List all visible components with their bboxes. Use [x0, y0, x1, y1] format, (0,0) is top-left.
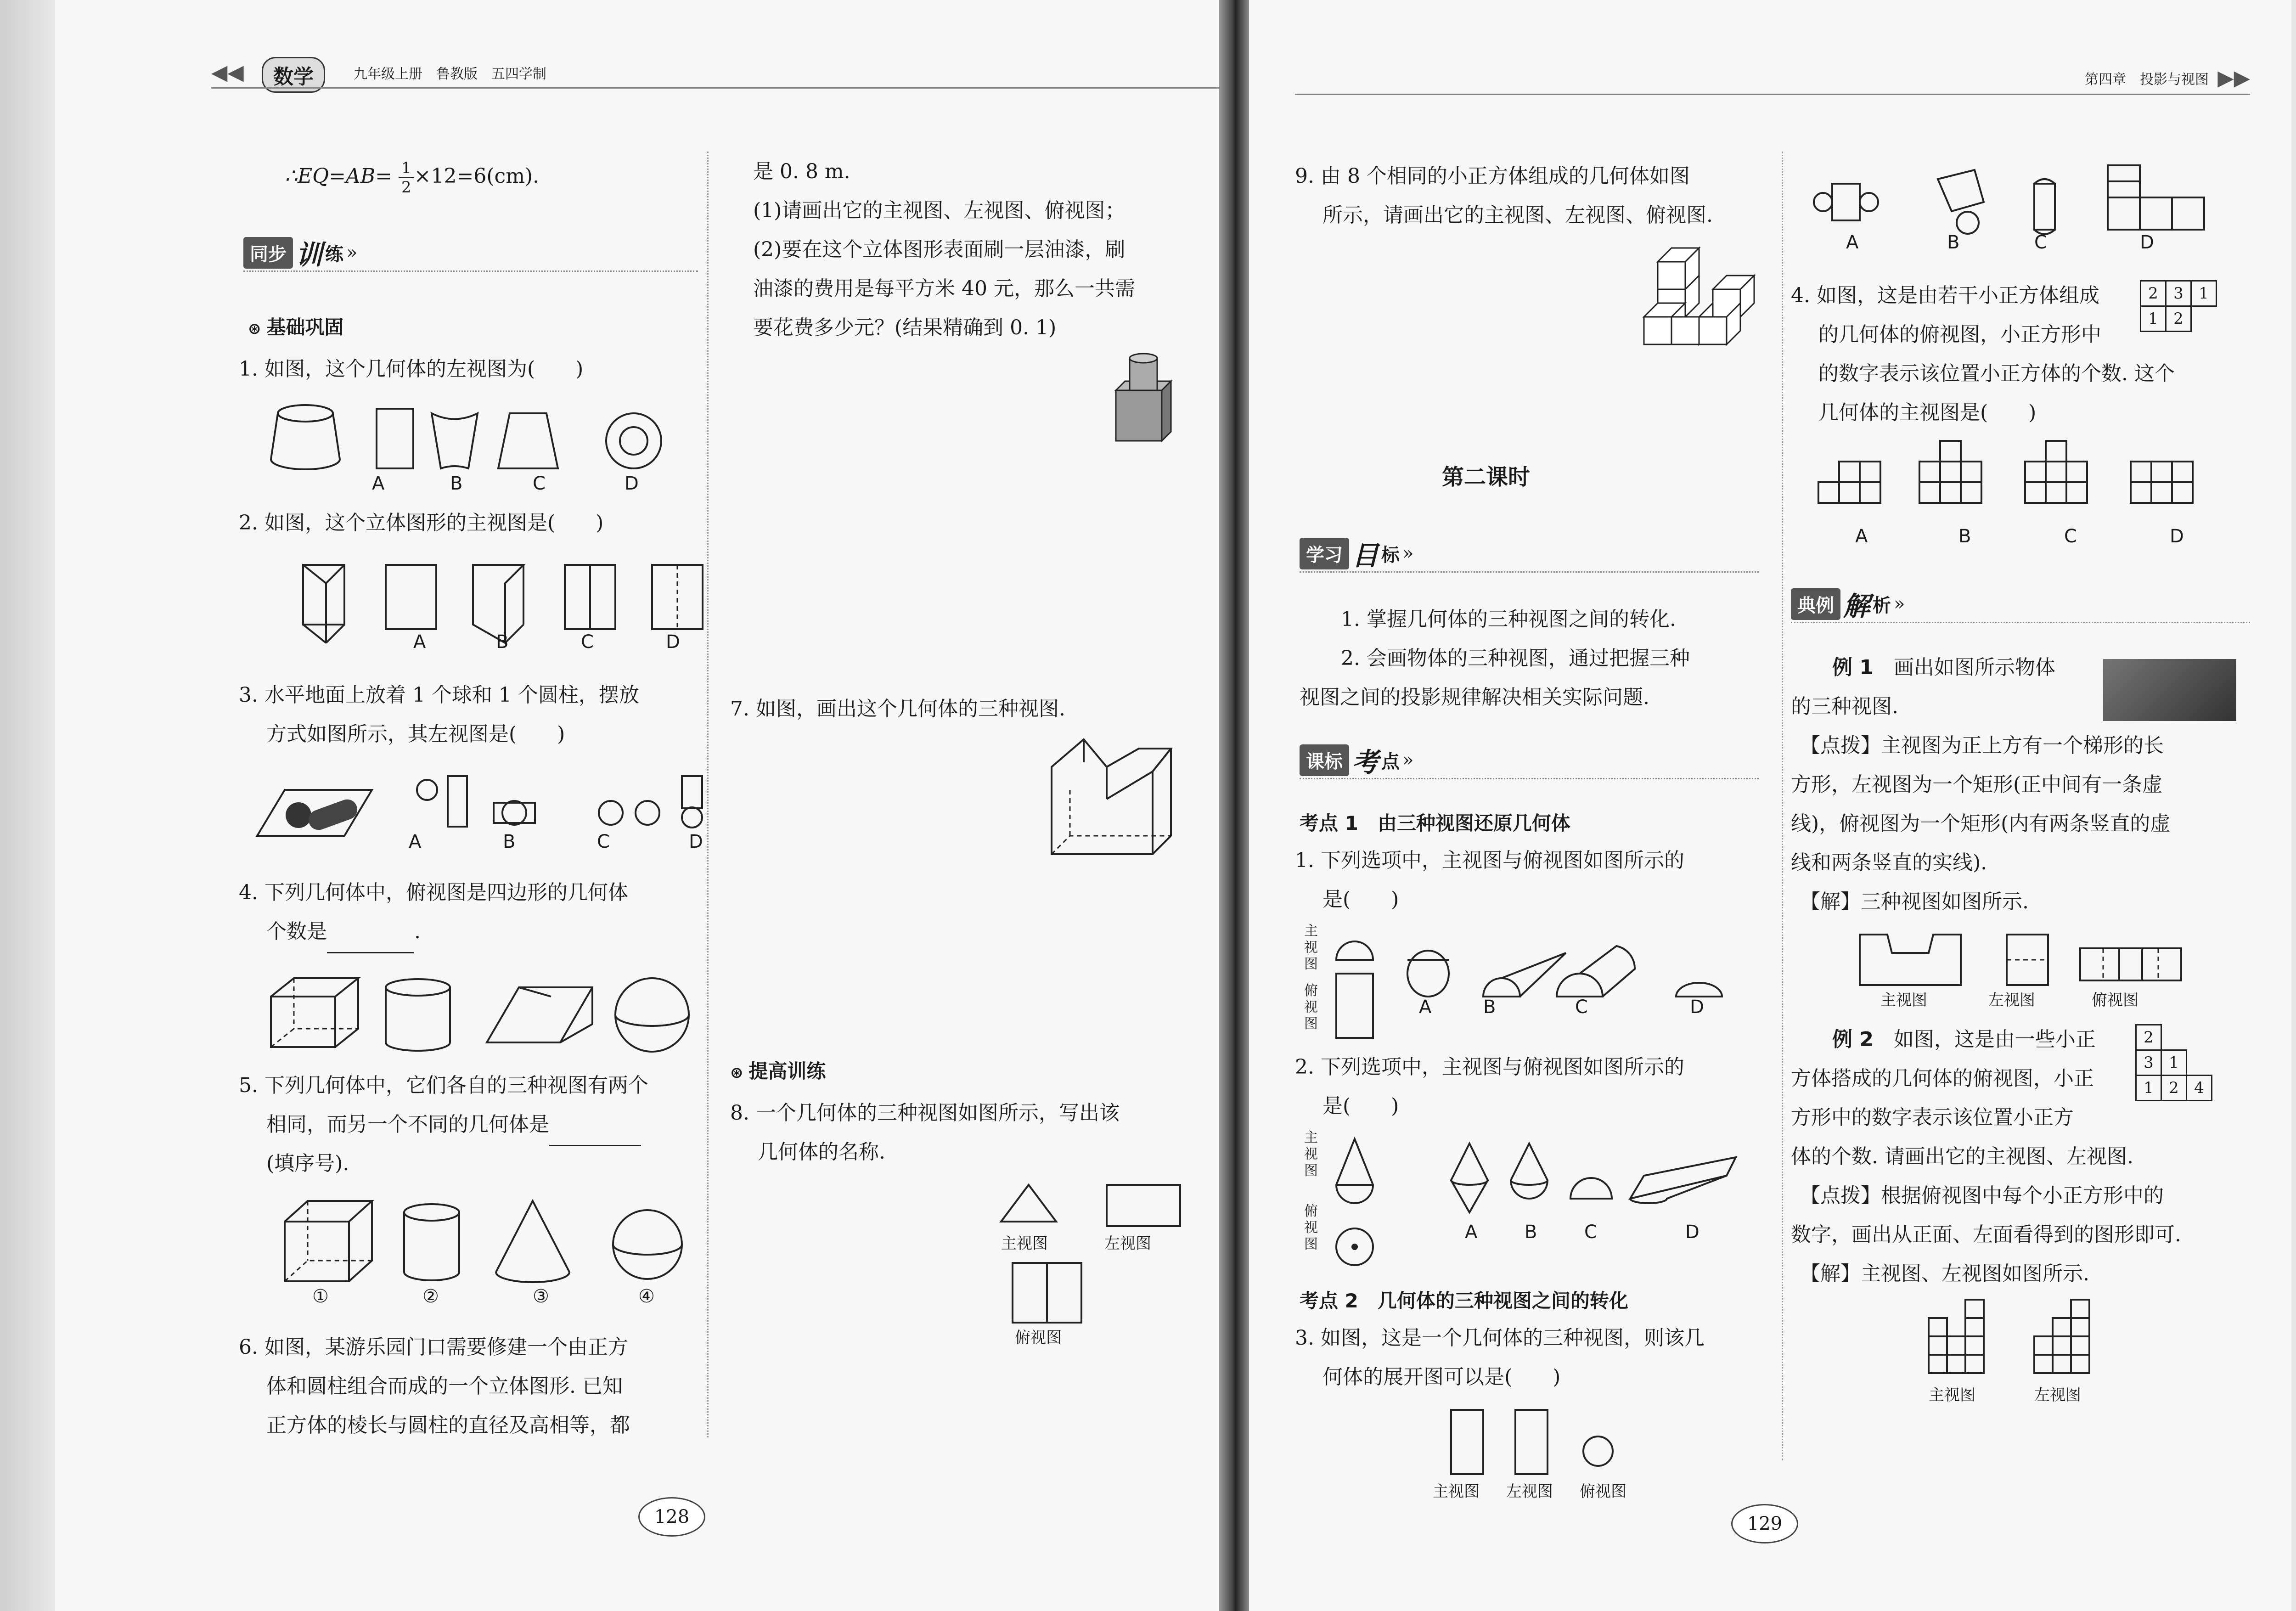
q9-figure — [1639, 243, 1759, 354]
ex1-object-photo — [2103, 652, 2236, 721]
q7-figure — [1042, 735, 1180, 863]
q8-line1: 8. 一个几何体的三种视图如图所示，写出该 — [730, 1101, 1120, 1125]
basic-heading: ⊛ 基础巩固 — [248, 316, 344, 338]
r4-top-view-grid: 2 3 1 1 2 — [2140, 280, 2217, 332]
q7: 7. 如图，画出这个几何体的三种视图. — [730, 697, 1065, 721]
q6-line4: 是 0. 8 m. — [753, 160, 850, 183]
q6-line7: 油漆的费用是每平方米 40 元，那么一共需 — [753, 277, 1135, 300]
q6-figure — [1107, 349, 1180, 450]
vertical-main-view: 主视图 — [1304, 923, 1318, 972]
r2-line1: 2. 下列选项中，主视图与俯视图如图所示的 — [1295, 1055, 1684, 1079]
goal-2b: 视图之间的投影规律解决相关实际问题. — [1300, 686, 1649, 709]
q9-line1: 9. 由 8 个相同的小正方体组成的几何体如图 — [1295, 164, 1690, 188]
ex2-line1: 例 2 如图，这是由一些小正 — [1832, 1028, 2096, 1051]
scanner-edge-right — [2291, 0, 2296, 1611]
section-learning-goals: 学习 目 标 » — [1300, 537, 1414, 569]
eq-line: ∴EQ=AB= $\frac{1}{2}$ ×12=6(cm). — [285, 158, 540, 197]
q5-line3: (填序号). — [266, 1152, 349, 1175]
ex2-line3: 方形中的数字表示该位置小正方 — [1791, 1106, 2074, 1129]
q2: 2. 如图，这个立体图形的主视图是( ) — [239, 511, 604, 535]
q3-line1: 3. 水平地面上放着 1 个球和 1 个圆柱，摆放 — [239, 683, 639, 707]
keypoint-1: 考点 1 由三种视图还原几何体 — [1300, 812, 1570, 834]
header-arrow-icon: ▶▶ — [2217, 65, 2250, 90]
tip2-line2: 数字，画出从正面、左面看得到的图形即可. — [1791, 1223, 2181, 1246]
r1-line2: 是( ) — [1322, 888, 1399, 911]
tip1-line4: 线和两条竖直的实线). — [1791, 851, 1987, 874]
right-header — [1295, 64, 2250, 96]
q3-figures — [243, 772, 726, 845]
q1-figures — [262, 400, 721, 505]
r2-figures — [1332, 1134, 1768, 1254]
r4-line3: 的数字表示该位置小正方体的个数. 这个 — [1818, 362, 2175, 385]
tip1-line1: 【点拨】主视图为正上方有一个梯形的长 — [1800, 734, 2164, 757]
ex1-line2: 的三种视图. — [1791, 695, 1898, 718]
q4-figures — [262, 969, 721, 1061]
q6-line1: 6. 如图，某游乐园门口需要修建一个由正方 — [239, 1335, 628, 1359]
sol2: 【解】主视图、左视图如图所示. — [1800, 1262, 2089, 1285]
r3-options — [1809, 161, 2232, 243]
q5-line2: 相同，而另一个不同的几何体是 — [266, 1104, 641, 1146]
keypoint-2: 考点 2 几何体的三种视图之间的转化 — [1300, 1290, 1628, 1312]
q4-line1: 4. 下列几何体中，俯视图是四边形的几何体 — [239, 881, 628, 904]
ex2-top-view-grid: 2 3 1 1 2 4 — [2135, 1024, 2212, 1101]
book-info: 九年级上册 鲁教版 五四学制 — [354, 66, 546, 82]
right-page: 第四章 投影与视图 ▶▶ 9. 由 8 个相同的小正方体组成的几何体如图 所示，请画出它的主视图、左视图、俯视图. 第二课时 学习 目 标 » 1. 掌握几何体的三种视图之间的转化. 2. 会画物体的三种视图，通过把握三种 视图之间的投影规律解决相关实际问题. 课标 考 点 » 考点 1 由三种视图还原几何体 1. 下列选项中，主视图与俯视图如图所示的 是( ) 主视图 俯视图 A B C D 2. 下列选项中，主视图与俯视图如图所示的 是( ) 主视图 俯视图 A B C D 考点 2 几何体的三种视图之间的转化 3. 如图，这是一个几何体的三种视图，则该几 何体的展开图可以是( ) 主视图 左视图 俯视图 129 A B C D 4. 如图，这是由若干小正方体组成 的几何体的俯视图，小正方形中 的数字表示该位置小正方体的个数. 这个 几何体的主视图是( ) 2 3 1 1 2 A B C D 典例 解 析 » 例 1 画出如图所示物体 的三种视图. 【点拨】主视图为正上方有一个梯形的长 方形，左视图为一个矩形(正中间有一条虚 线)，俯视图为一个矩形(内有两条竖直的虚 线和两条竖直的实线). 【解】三种视图如图所示. 主视图 左视图 俯视图 例 2 如图，这是由一些小正 方体搭成的几何体的俯视图，小正 方形中的数字表示该位置小正方 体的个数. 请画出它的主视图、左视图. 2 3 1 1 2 4 【点拨】根据俯视图中每个小正方形中的 数字，画出从正面、左面看得到的图形即可. 【解】主视图、左视图如图所示. 主视图 左视图 — [1249, 0, 2291, 1611]
section-examples: 典例 解 析 » — [1791, 588, 1905, 620]
q4-line2: 个数是 . — [266, 912, 421, 953]
tip2-line1: 【点拨】根据俯视图中每个小正方形中的 — [1800, 1184, 2164, 1207]
book-gutter — [1219, 0, 1249, 1611]
r1-line1: 1. 下列选项中，主视图与俯视图如图所示的 — [1295, 849, 1684, 872]
q5-line1: 5. 下列几何体中，它们各自的三种视图有两个 — [239, 1074, 648, 1097]
q9-line2: 所示，请画出它的主视图、左视图、俯视图. — [1322, 203, 1713, 227]
page-number: 128 — [638, 1497, 705, 1537]
q6-line5: (1)请画出它的主视图、左视图、俯视图； — [753, 199, 1125, 222]
vertical-top-view: 俯视图 — [1304, 983, 1318, 1032]
sol1-figures — [1855, 930, 2232, 990]
tip1-line3: 线)，俯视图为一个矩形(内有两条竖直的虚 — [1791, 812, 2171, 835]
q3-line2: 方式如图所示，其左视图是( ) — [266, 722, 565, 746]
sol1: 【解】三种视图如图所示. — [1800, 890, 2029, 913]
improve-heading: ⊛ 提高训练 — [730, 1060, 826, 1082]
sol2-figures — [1924, 1300, 2108, 1382]
goal-1: 1. 掌握几何体的三种视图之间的转化. — [1341, 608, 1676, 631]
q5-figures — [276, 1194, 735, 1286]
r3-line1: 3. 如图，这是一个几何体的三种视图，则该几 — [1295, 1326, 1705, 1350]
r4-line2: 的几何体的俯视图，小正方形中 — [1818, 323, 2101, 346]
tip1-line2: 方形，左视图为一个矩形(正中间有一条虚 — [1791, 773, 2163, 796]
left-header — [211, 55, 1219, 92]
goal-2a: 2. 会画物体的三种视图，通过把握三种 — [1341, 647, 1690, 670]
q6-line8: 要花费多少元？(结果精确到 0. 1) — [753, 316, 1057, 339]
left-page: ◀◀ 数学 九年级上册 鲁教版 五四学制 ∴EQ=AB= $\frac{1}{2}$ ×12=6(cm). 同步 训 练 » ⊛ 基础巩固 1. 如图，这个几何体的左视图为( ) A B C D 2. 如图，这个立体图形的主视图是( ) A B C D 3. 水平地面上放着 1 个球和 1 个圆柱，摆放 方式如图所示，其左视图是( ) A B C D 4. 下列几何体中，俯视图是四边形的几何体 个数是 . 5. 下列几何体中，它们各自的三种视图有两个 相同，而另一个不同的几何体是 (填序号). ① ② ③ ④ 6. 如图，某游乐园门口需要修建一个由正方 体和圆柱组合而成的一个立体图形. 已知 正方体的棱长与圆柱的直径及高相等，都 是 0. 8 m. (1)请画出它的主视图、左视图、俯视图； (2)要在这个立体图形表面刷一层油漆，刷 油漆的费用是每平方米 40 元，那么一共需 要花费多少元？(结果精确到 0. 1) 7. 如图，画出这个几何体的三种视图. ⊛ 提高训练 8. 一个几何体的三种视图如图所示，写出该 几何体的名称. 主视图 左视图 俯视图 128 — [55, 0, 1219, 1611]
page-number: 129 — [1731, 1504, 1798, 1543]
q8-figures — [1001, 1180, 1185, 1336]
q6-line2: 体和圆柱组合而成的一个立体图形. 已知 — [266, 1374, 623, 1398]
r3-figures — [1446, 1405, 1639, 1479]
q6-line3: 正方体的棱长与圆柱的直径及高相等，都 — [266, 1414, 630, 1437]
header-arrow-icon: ◀◀ — [211, 60, 244, 84]
ex2-line4: 体的个数. 请画出它的主视图、左视图. — [1791, 1145, 2133, 1168]
section-sync-training: 同步 训 练 » — [243, 237, 358, 269]
r1-figures — [1332, 932, 1768, 1042]
r4-line1: 4. 如图，这是由若干小正方体组成 — [1791, 284, 2099, 307]
lesson-title: 第二课时 — [1442, 464, 1531, 490]
scanner-edge-left — [0, 0, 55, 1611]
r4-options — [1814, 436, 2250, 528]
subject-badge: 数学 — [262, 57, 325, 93]
ex1-line1: 例 1 画出如图所示物体 — [1832, 656, 2055, 679]
section-key-points: 课标 考 点 » — [1300, 744, 1414, 776]
r3-line2: 何体的展开图可以是( ) — [1322, 1365, 1561, 1389]
chapter-title: 第四章 投影与视图 — [2085, 72, 2209, 88]
q6-line6: (2)要在这个立体图形表面刷一层油漆，刷 — [753, 238, 1125, 261]
r2-line2: 是( ) — [1322, 1094, 1399, 1118]
q8-line2: 几何体的名称. — [758, 1140, 885, 1164]
q1: 1. 如图，这个几何体的左视图为( ) — [239, 357, 584, 381]
r4-line4: 几何体的主视图是( ) — [1818, 401, 2037, 424]
ex2-line2: 方体搭成的几何体的俯视图，小正 — [1791, 1067, 2094, 1090]
